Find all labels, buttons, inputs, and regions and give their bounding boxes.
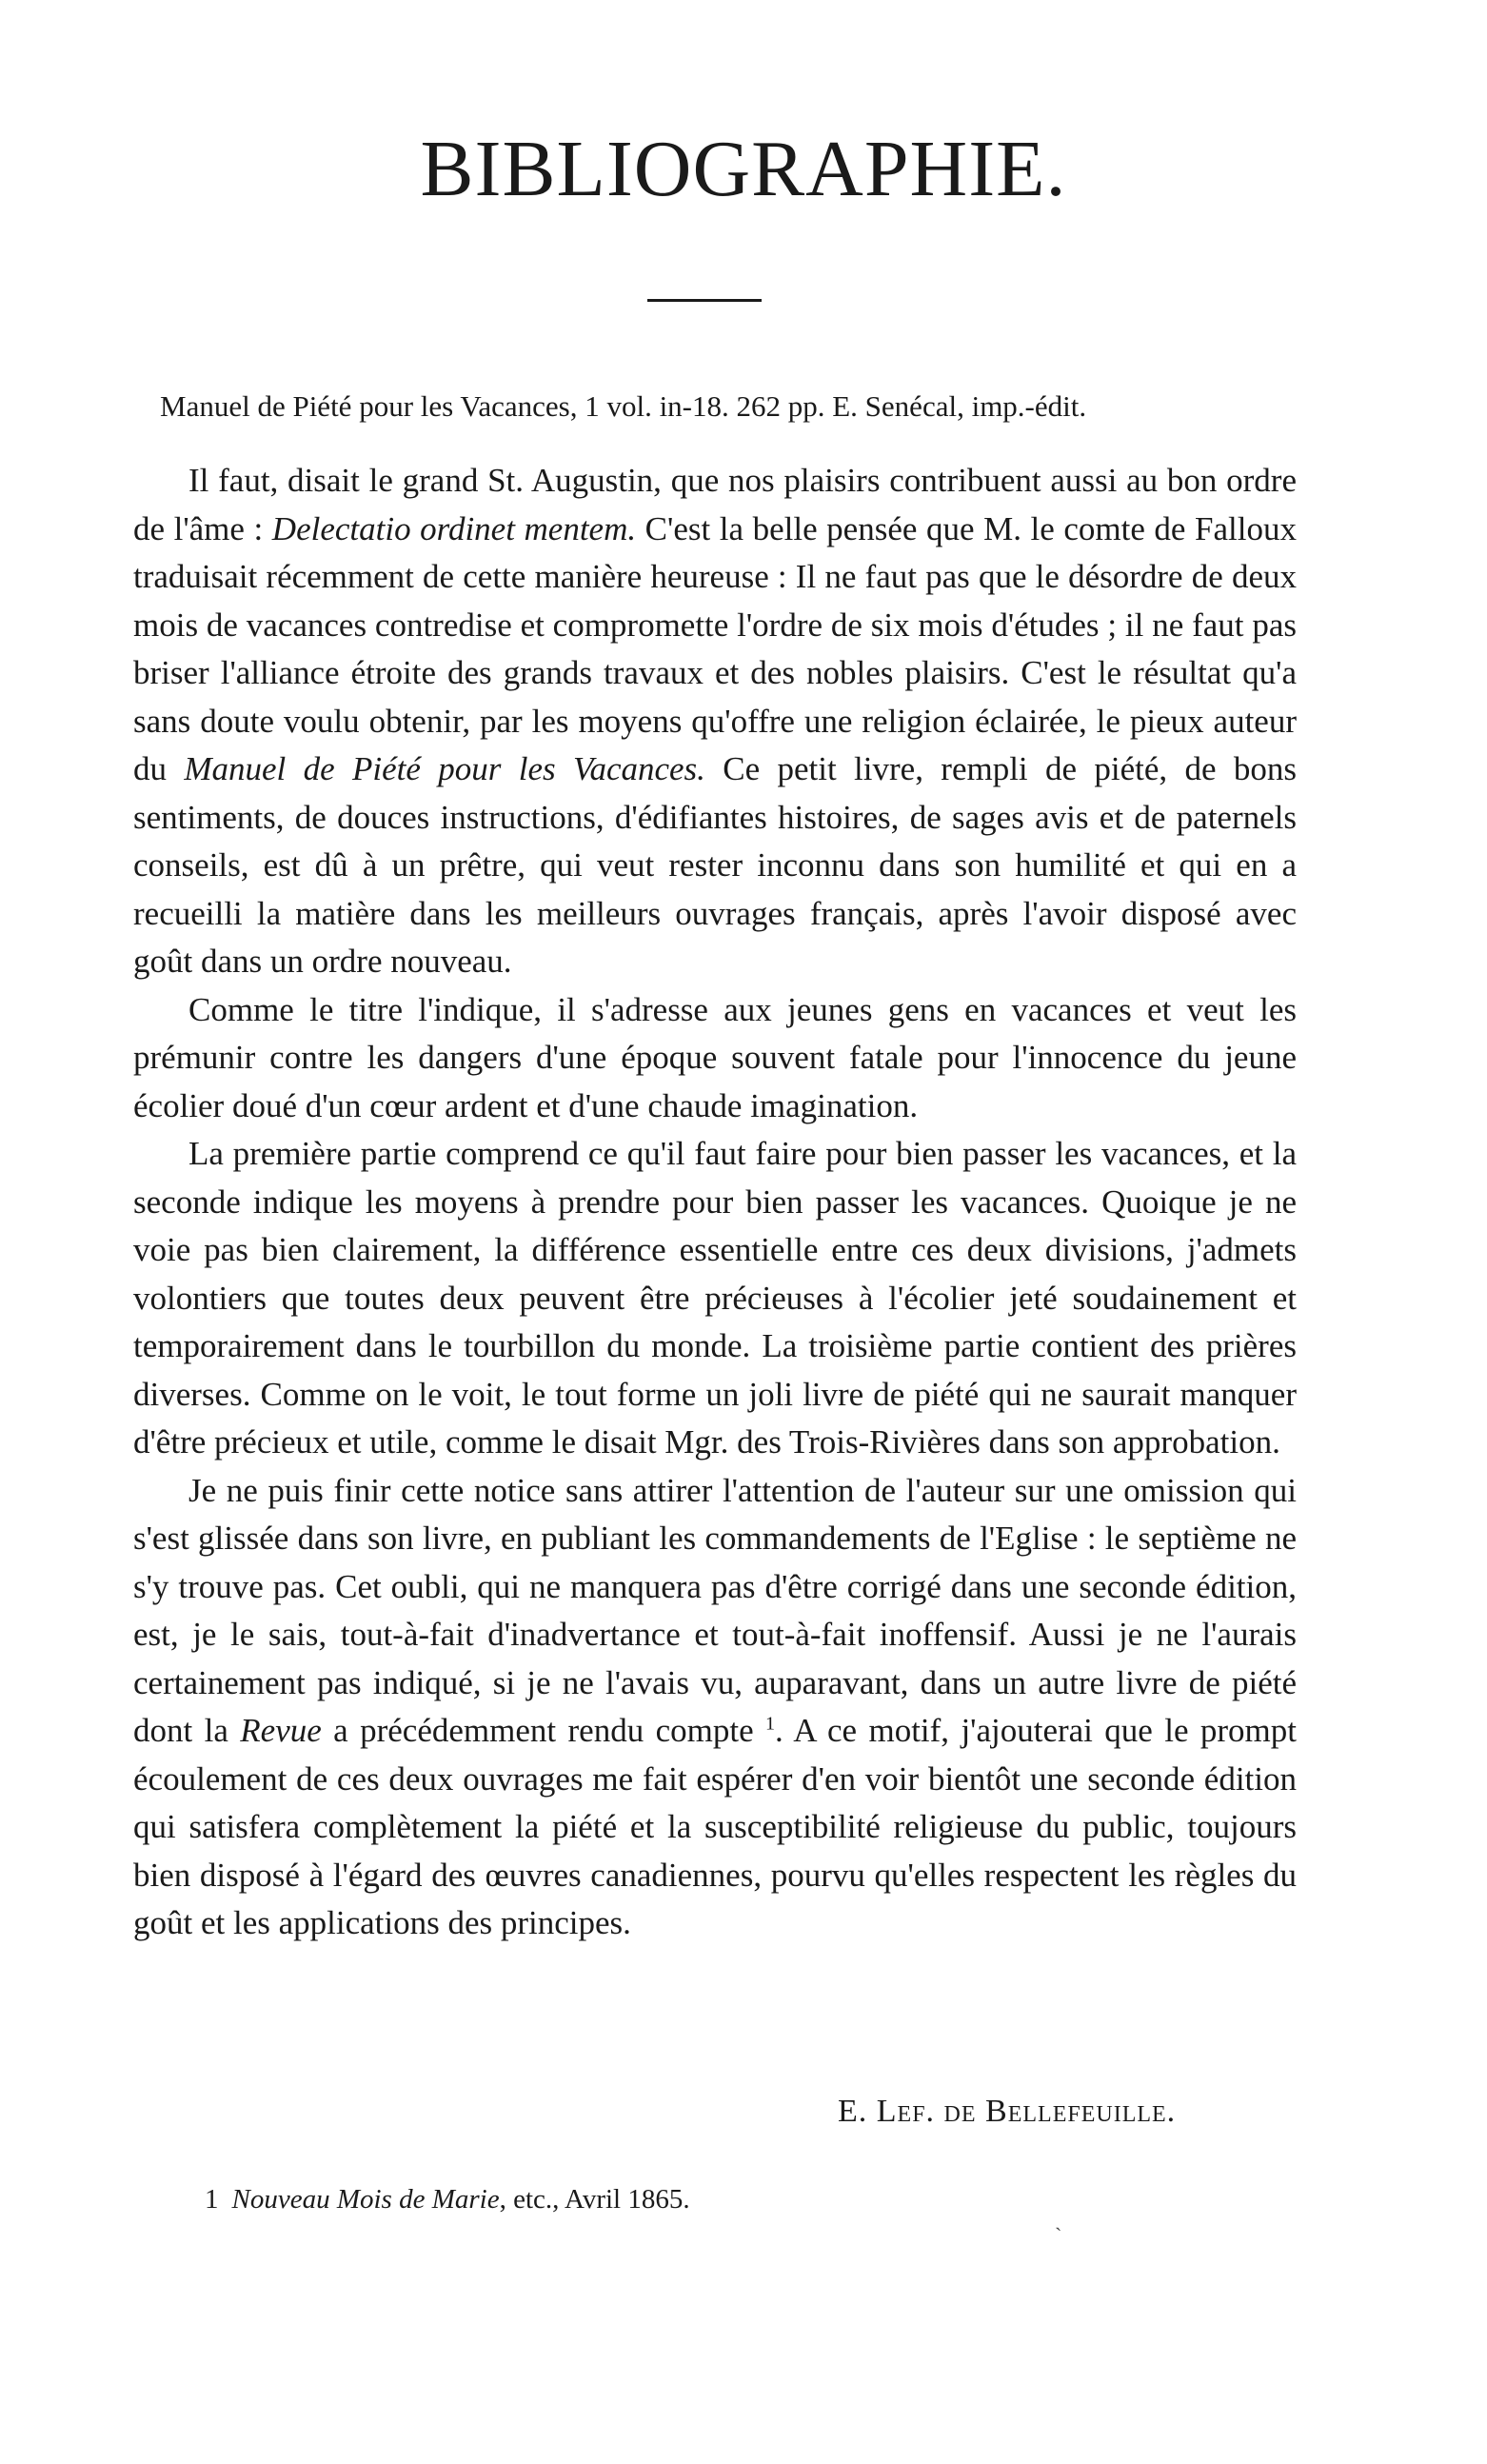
footnote	[205, 2180, 690, 2218]
footnote-rest: , etc., Avril 1865.	[499, 2184, 690, 2215]
paragraph-2: Comme le titre l'indique, il s'adresse aux jeunes gens en vacances et veut les prémunir contre les dangers d'une époque souvent fatale pour l'innocence du jeune écolier doué d'un cœur ardent et d'une chaude imagination.	[133, 990, 1297, 1124]
paragraph-3: La première partie comprend ce qu'il faut faire pour bien passer les vacances, et la seconde indique les moyens à prendre pour bien passer les vacances. Quoique je ne voie pas bien clairement, la différence essentielle entre ces deux divisions, j'admets volontiers que toutes deux peuvent être précieuses à l'écolier jeté soudainement et temporairement dans le tourbillon du monde. La troisième partie contient des prières diverses. Comme on le voit, le tout forme un joli livre de piété qui ne saurait manquer d'être précieux et utile, comme le disait Mgr. des Trois-Rivières dans son approbation.	[133, 1135, 1297, 1461]
latin-quote: Delectatio ordinet mentem.	[271, 509, 637, 547]
signature-name: Lef. de Bellefeuille.	[876, 2094, 1177, 2129]
title-divider	[647, 299, 762, 302]
paragraph-1	[133, 457, 1297, 986]
book-reference: Manuel de Piété pour les Vacances, 1 vol. in-18. 262 pp. E. Senécal, imp.-édit.	[160, 389, 1087, 423]
paragraph-4	[133, 1467, 1297, 1948]
footnote-title: Nouveau Mois de Marie	[231, 2184, 500, 2215]
paragraph-4-text-c: a précédemment rendu compte	[321, 1712, 766, 1749]
review-body	[133, 457, 1297, 1948]
revue-italic: Revue	[240, 1712, 322, 1749]
footnote-marker: 1	[765, 1713, 776, 1735]
paragraph-1-text-a: Il faut, disait le grand St. Augustin, que nos plaisirs contribuent aussi au bon ordre de l'âme :	[133, 462, 1297, 547]
author-signature	[838, 2090, 1176, 2134]
paragraph-4-text-d: . A ce motif, j'ajouterai que le prompt écoulement de ces deux ouvrages me fait espérer d'en voir bientôt une seconde édition qui satisfera complètement la piété et la susceptibilité religieuse du public, toujours bien disposé à l'égard des œuvres canadiennes, pourvu qu'elles respectent les règles du goût et les applications des principes.	[133, 1712, 1298, 1941]
paragraph-1-text-c: C'est la belle pensée que M. le comte de Falloux traduisait récemment de cette manière heureuse : Il ne faut pas que le désordre de deux mois de vacances contredise et compromette l'ordre de six mois d'études ; il ne faut pas briser l'alliance étroite des grands travaux et des nobles plaisirs. C'est le résultat qu'a sans doute voulu obtenir, par les moyens qu'offre une religion éclairée, le pieux auteur du	[133, 509, 1297, 787]
book-title-italic: Manuel de Piété pour les Vacances.	[184, 750, 705, 787]
footnote-number: 1	[205, 2184, 219, 2215]
page-title: BIBLIOGRAPHIE.	[420, 125, 1067, 213]
paragraph-1-text-e: Ce petit livre, rempli de piété, de bons sentiments, de douces instructions, d'édifiantes histoires, de sages avis et de paternels conseils, est dû à un prêtre, qui veut rester inconnu dans son humilité et qui en a recueilli la matière dans les meilleurs ouvrages français, après l'avoir disposé avec goût dans un ordre nouveau.	[133, 750, 1298, 980]
signature-initial: E.	[838, 2094, 877, 2129]
ink-speck-mark: ˎ	[1055, 2207, 1062, 2231]
paragraph-4-text-a: Je ne puis finir cette notice sans attirer l'attention de l'auteur sur une omission qui s'est glissée dans son livre, en publiant les commandements de l'Eglise : le septième ne s'y trouve pas. Cet oubli, qui ne manquera pas d'être corrigé dans une seconde édition, est, je le sais, tout-à-fait d'inadvertance et tout-à-fait inoffensif. Aussi je ne l'aurais certainement pas indiqué, si je ne l'avais vu, auparavant, dans un autre livre de piété dont la	[133, 1471, 1297, 1749]
